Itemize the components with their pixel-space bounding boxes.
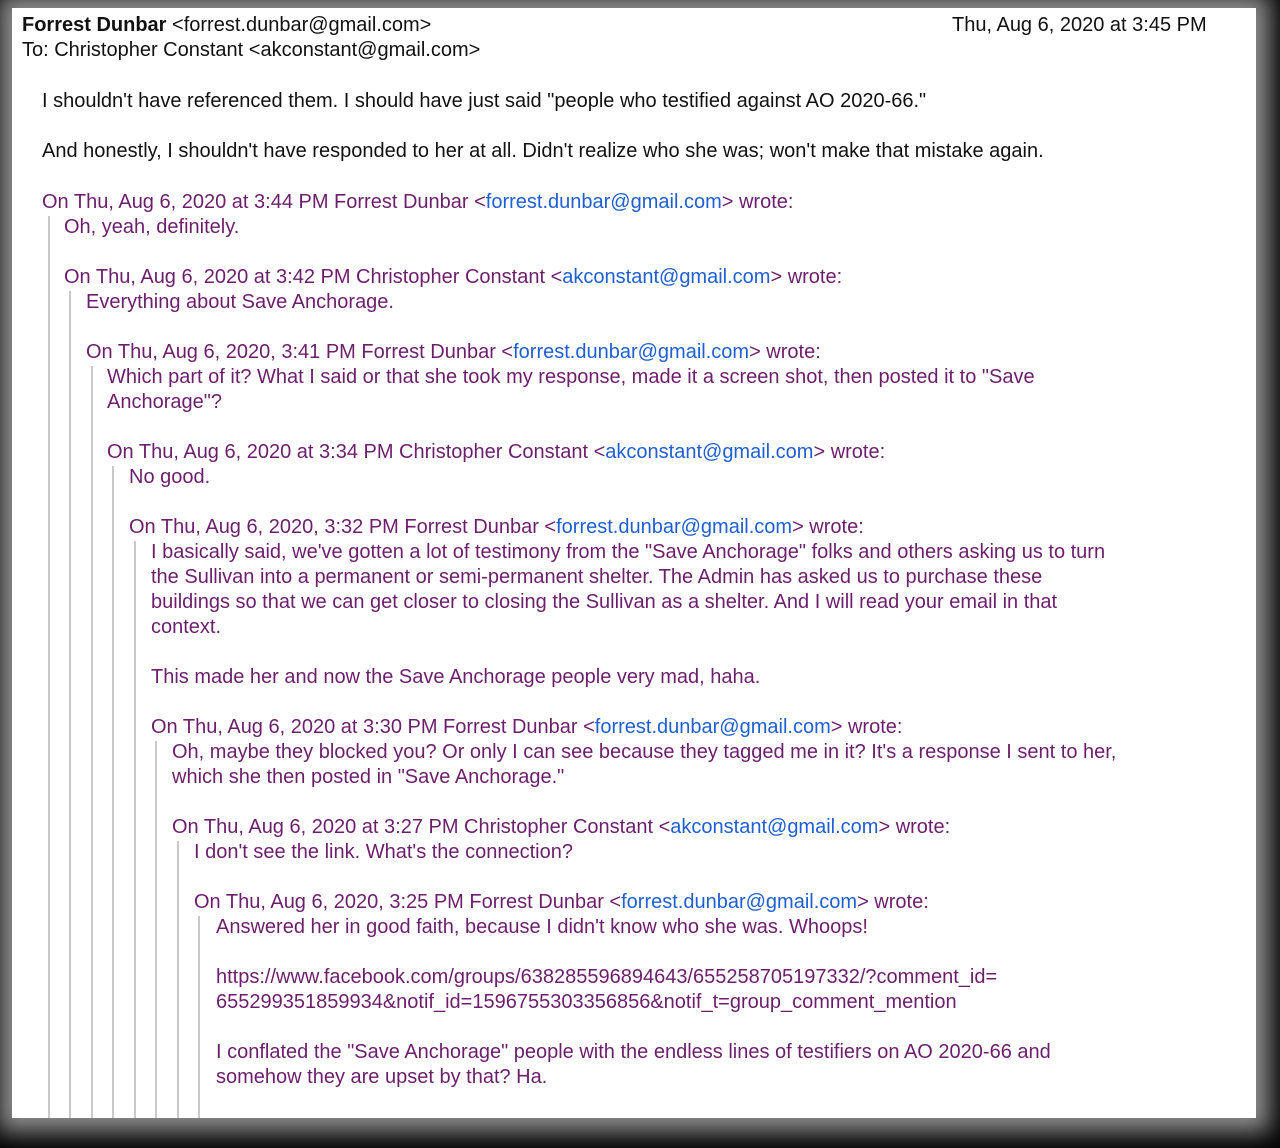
quote-bar-4 bbox=[112, 466, 114, 1118]
sender-line bbox=[22, 14, 431, 37]
quote-text: This made her and now the Save Anchorage people very mad, haha. bbox=[151, 666, 761, 688]
quote-attribution: On Thu, Aug 6, 2020 at 3:27 PM Christopher Constant <akconstant@gmail.com> wrote: bbox=[172, 816, 951, 838]
recipient-line: To: Christopher Constant <akconstant@gmail.com> bbox=[22, 39, 481, 61]
quote-attribution: On Thu, Aug 6, 2020, 3:32 PM Forrest Dunbar <forrest.dunbar@gmail.com> wrote: bbox=[129, 516, 864, 538]
quote-bar-8 bbox=[198, 916, 200, 1118]
quote-text: context. bbox=[151, 616, 222, 638]
quote-text: I basically said, we've gotten a lot of testimony from the "Save Anchorage" folks and others asking us to turn bbox=[151, 541, 1106, 563]
quote-bar-6 bbox=[155, 741, 157, 1118]
quote-attribution: On Thu, Aug 6, 2020 at 3:42 PM Christopher Constant <akconstant@gmail.com> wrote: bbox=[64, 266, 843, 288]
email-link[interactable]: forrest.dunbar@gmail.com bbox=[621, 891, 858, 913]
quote-text: Oh, maybe they blocked you? Or only I can see because they tagged me in it? It's a response I sent to her, bbox=[172, 741, 1117, 763]
sender-name: Forrest Dunbar bbox=[22, 14, 167, 36]
quote-text: I don't see the link. What's the connection? bbox=[194, 841, 573, 863]
quote-attribution: On Thu, Aug 6, 2020, 3:25 PM Forrest Dunbar <forrest.dunbar@gmail.com> wrote: bbox=[194, 891, 929, 913]
email-link[interactable]: akconstant@gmail.com bbox=[562, 266, 771, 288]
quote-text: Oh, yeah, definitely. bbox=[64, 216, 240, 238]
email-link[interactable]: forrest.dunbar@gmail.com bbox=[594, 716, 831, 738]
quote-bar-1 bbox=[48, 216, 50, 1118]
quote-text: Which part of it? What I said or that she took my response, made it a screen shot, then posted it to "Save bbox=[107, 366, 1035, 388]
quote-text: Anchorage"? bbox=[107, 391, 222, 413]
body-paragraph-1: I shouldn't have referenced them. I should have just said "people who testified against AO 2020-66." bbox=[42, 90, 927, 112]
quote-text: buildings so that we can get closer to closing the Sullivan as a shelter. And I will read your email in that bbox=[151, 591, 1058, 613]
sender-email[interactable]: <forrest.dunbar@gmail.com> bbox=[172, 14, 432, 36]
quote-bar-2 bbox=[69, 291, 71, 1118]
email-link[interactable]: akconstant@gmail.com bbox=[670, 816, 879, 838]
facebook-link[interactable]: https://www.facebook.com/groups/638285596894643/655258705197332/?comment_id= bbox=[216, 966, 998, 988]
quote-text: Answered her in good faith, because I didn't know who she was. Whoops! bbox=[216, 916, 868, 938]
quote-attribution: On Thu, Aug 6, 2020 at 3:34 PM Christopher Constant <akconstant@gmail.com> wrote: bbox=[107, 441, 886, 463]
quote-text: somehow they are upset by that? Ha. bbox=[216, 1066, 548, 1088]
email-link[interactable]: forrest.dunbar@gmail.com bbox=[485, 191, 722, 213]
quote-text: Everything about Save Anchorage. bbox=[86, 291, 394, 313]
quote-attribution: On Thu, Aug 6, 2020 at 3:44 PM Forrest Dunbar <forrest.dunbar@gmail.com> wrote: bbox=[42, 191, 794, 213]
email-link[interactable]: forrest.dunbar@gmail.com bbox=[556, 516, 793, 538]
quote-text: I conflated the "Save Anchorage" people with the endless lines of testifiers on AO 2020-66 and bbox=[216, 1041, 1051, 1063]
quote-attribution: On Thu, Aug 6, 2020, 3:41 PM Forrest Dunbar <forrest.dunbar@gmail.com> wrote: bbox=[86, 341, 821, 363]
quote-bar-5 bbox=[134, 541, 136, 1118]
email-date: Thu, Aug 6, 2020 at 3:45 PM bbox=[952, 14, 1207, 36]
facebook-link-continued[interactable]: 655299351859934&notif_id=1596755303356856&notif_t=group_comment_mention bbox=[216, 991, 957, 1013]
quote-bar-7 bbox=[177, 841, 179, 1118]
email-link[interactable]: akconstant@gmail.com bbox=[605, 441, 814, 463]
email-link[interactable]: forrest.dunbar@gmail.com bbox=[513, 341, 750, 363]
quote-bar-3 bbox=[91, 366, 93, 1118]
quote-text: the Sullivan into a permanent or semi-permanent shelter. The Admin has asked us to purchase these bbox=[151, 566, 1043, 588]
body-paragraph-2: And honestly, I shouldn't have responded to her at all. Didn't realize who she was; won't make that mistake again. bbox=[42, 140, 1044, 162]
quote-text: which she then posted in "Save Anchorage." bbox=[172, 766, 565, 788]
quote-attribution: On Thu, Aug 6, 2020 at 3:30 PM Forrest Dunbar <forrest.dunbar@gmail.com> wrote: bbox=[151, 716, 903, 738]
email-page bbox=[12, 8, 1256, 1118]
quote-text: No good. bbox=[129, 466, 211, 488]
